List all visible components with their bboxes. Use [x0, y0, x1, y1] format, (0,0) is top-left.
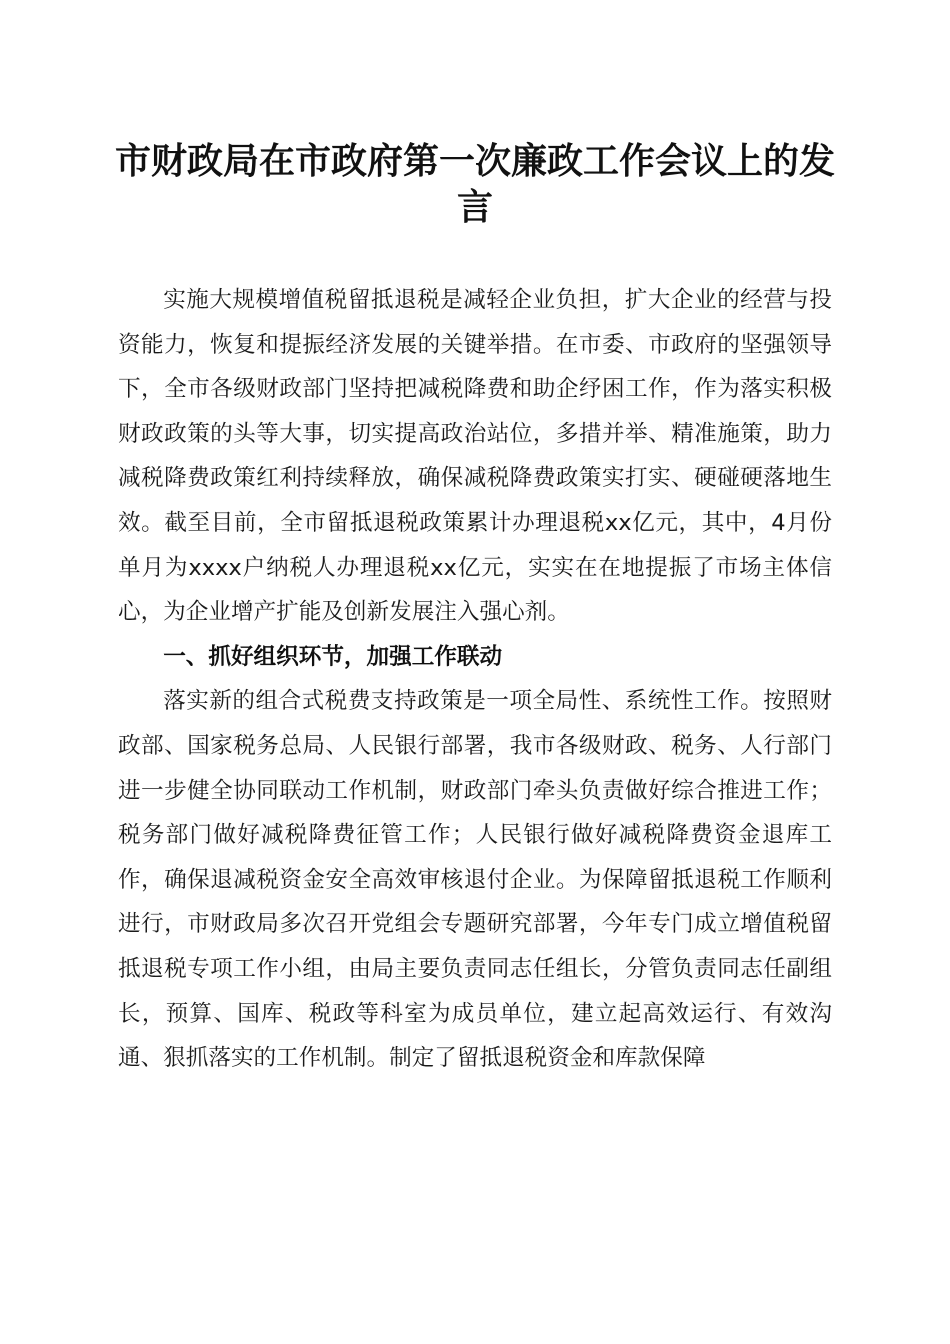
paragraph-intro: 实施大规模增值税留抵退税是减轻企业负担，扩大企业的经营与投资能力，恢复和提振经济发展的关键举措。在市委、市政府的坚强领导下，全市各级财政部门坚持把减税降费和助企纾困工作，作为落实积极财政政策的头等大事，切实提高政治站位，多措并举、精准施策，助力减税降费政策红利持续释放，确保减税降费政策实打实、硬碰硬落地生效。截至目前，全市留抵退税政策累计办理退税xx亿元，其中，4月份单月为xxxx户纳税人办理退税xx亿元，实实在在地提振了市场主体信心，为企业增产扩能及创新发展注入强心剂。 — [118, 287, 832, 626]
document-body — [118, 278, 832, 1081]
paragraph-section-1: 落实新的组合式税费支持政策是一项全局性、系统性工作。按照财政部、国家税务总局、人民银行部署，我市各级财政、税务、人行部门进一步健全协同联动工作机制，财政部门牵头负责做好综合推进工作；税务部门做好减税降费征管工作；人民银行做好减税降费资金退库工作，确保退减税资金安全高效审核退付企业。为保障留抵退税工作顺利进行，市财政局多次召开党组会专题研究部署，今年专门成立增值税留抵退税专项工作小组，由局主要负责同志任组长，分管负责同志任副组长，预算、国库、税政等科室为成员单位，建立起高效运行、有效沟通、狠抓落实的工作机制。制定了留抵退税资金和库款保障 — [118, 688, 832, 1072]
section-heading-1: 一、抓好组织环节，加强工作联动 — [163, 643, 503, 670]
document-title: 市财政局在市政府第一次廉政工作会议上的发言 — [114, 140, 835, 228]
